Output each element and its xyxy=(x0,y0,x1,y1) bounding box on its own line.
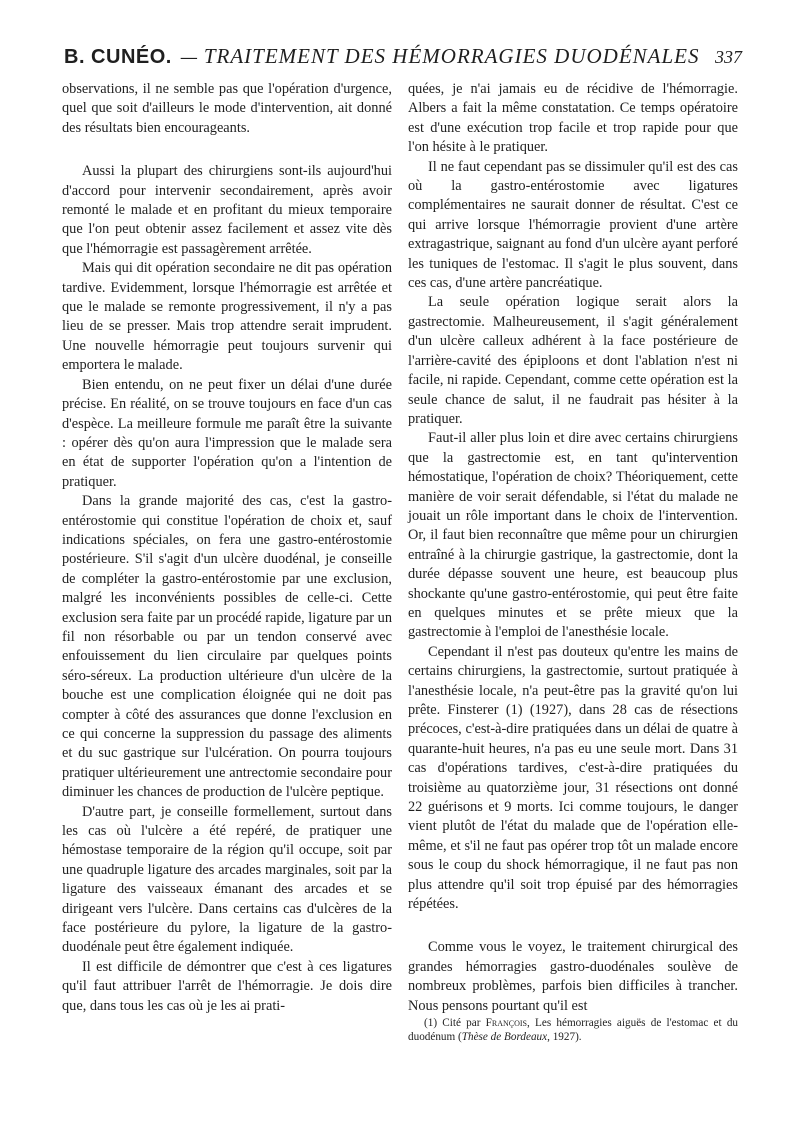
header-author: B. CUNÉO. xyxy=(64,46,172,68)
footnote-marker: (1) xyxy=(424,1017,438,1030)
paragraph: D'autre part, je conseille formellement, surtout dans les cas où l'ulcère a été repéré, de pratiquer une hémostase temporaire de la région qu'il occupe, soit par une quadruple ligature des arcades marginales, soit par la ligature des vaisseaux émanant des arcades et se dirigeant vers l'ulcère. Dans certains cas d'ulcères de la face postérieure du pylore, la ligature de la gastro-duodénale peut être également indiquée. xyxy=(62,803,392,956)
paragraph: Il est difficile de démontrer que c'est à ces ligatures qu'il faut attribuer l'arrêt de l'hémorragie. Je dois dire que, dans tous les cas où je les ai prati- xyxy=(62,958,392,1014)
paragraph: Bien entendu, on ne peut fixer un délai d'une durée précise. En réalité, on se trouve toujours en face d'un cas d'espèce. La meilleure formule me paraît être la suivante : opérer dès qu'on aura l'impression que le malade sera en état de supporter l'opération qu'on a l'intention de pratiquer. xyxy=(62,376,392,490)
paragraph: Dans la grande majorité des cas, c'est la gastro-entérostomie qui constitue l'opération de choix et, sauf indications spéciales, on fera une gastro-entérostomie postérieure. S'il s'agit d'un ulcère duodénal, je conseille de compléter la gastro-entérostomie par une exclusion, malgré les inconvénients possibles de celle-ci. Cette exclusion sera faite par un procédé rapide, ligature par un fil non résorbable ou par un tendon conservé avec enfouissement du lien circulaire par quelques points séro-séreux. La production ultérieure d'un ulcère de la bouche est une complication éloignée qui ne doit pas compter à côté des assurances que donne l'exclusion en ce qui concerne la suppression du passage des aliments et du suc gastrique sur l'ulcération. On pourra toujours pratiquer ultérieurement une antrectomie secondaire pour diminuer les chances de production de l'ulcère peptique. xyxy=(62,493,392,801)
page-number: 337 xyxy=(715,47,742,67)
paragraph: Il ne faut cependant pas se dissimuler qu'il est des cas où la gastro-entérostomie avec ligatures complémentaires ne saurait donner de résultat. C'est ce qui arrive lorsque l'hémorragie provient d'une artère extragastrique, saignant au fond d'un ulcère ayant perforé les tuniques de l'estomac. Il s'agit le plus souvent, dans ces cas, d'une artère pancréatique. xyxy=(408,158,738,292)
footnote-lead: Cité par xyxy=(442,1017,481,1030)
footnote-thesis: Thèse de Bordeaux xyxy=(461,1031,548,1044)
running-title: TRAITEMENT DES HÉMORRAGIES DUODÉNALES xyxy=(203,44,700,68)
paragraph: quées, je n'ai jamais eu de récidive de l'hémorragie. Albers a fait la même constatation. Ce temps opératoire est d'une exécution trop facile et trop rapide pour que l'on hésite à le pratiquer. xyxy=(408,81,738,156)
paragraph: Faut-il aller plus loin et dire avec certains chirurgiens que la gastrectomie est, en tant qu'intervention hémostatique, l'opération de choix? Théoriquement, cette manière de voir serait défendable, si l'état du malade ne jouait un rôle important dans le choix de l'intervention. Or, il faut bien reconnaître que même pour un chirurgien entraîné à la chirurgie gastrique, la gastrectomie, dont la durée dépasse souvent une heure, est beaucoup plus shockante qu'une gastro-entérostomie, qui peut être faite en quelques minutes et se prête mieux que la gastrectomie à l'emploi de l'anesthésie locale. xyxy=(408,430,738,641)
paragraph: Mais qui dit opération secondaire ne dit pas opération tardive. Evidemment, lorsque l'hémorragie est arrêtée et que le malade se remonte progressivement, il n'y a pas lieu de se presser. Mais trop attendre serait imprudent. Une nouvelle hémorragie peut toujours survenir qui emportera le malade. xyxy=(62,260,392,374)
running-header xyxy=(64,44,742,76)
footnote-text: , Les hémorragies aiguës de l'estomac et du duodénum ( xyxy=(408,1017,739,1044)
left-column xyxy=(62,80,392,1016)
header-separator: — xyxy=(179,47,198,68)
footnote-year: , 1927). xyxy=(547,1031,582,1044)
footnote xyxy=(408,1016,738,1044)
footnote-author: François xyxy=(485,1017,528,1030)
paragraph: Aussi la plupart des chirurgiens sont-ils aujourd'hui d'accord pour intervenir secondairement, après avoir remonté le malade et en profitant du mieux temporaire que l'on peut obtenir assez facilement et assez vite dès que l'hémorragie est passagèrement arrêtée. xyxy=(62,163,392,257)
paragraph: observations, il ne semble pas que l'opération d'urgence, quel que soit d'ailleurs le mode d'intervention, ait donné des résultats bien encourageants. xyxy=(62,81,392,136)
right-column xyxy=(408,80,738,1044)
paragraph: Cependant il n'est pas douteux qu'entre les mains de certains chirurgiens, la gastrectomie, surtout pratiquée à l'anesthésie locale, n'a peut-être pas la gravité qu'on lui prête. Finsterer (1) (1927), dans 28 cas de résections précoces, c'est-à-dire pratiquées dans un délai de quatre à quarante-huit heures, n'a pas eu une seule mort. Dans 31 cas d'opérations tardives, c'est-à-dire pratiquées du troisième au quatorzième jour, 31 résections ont donné 22 guérisons et 9 morts. Ici comme toujours, le danger vient plutôt de l'état du malade que de l'opération elle-même, et s'il ne faut pas opérer trop tôt un malade encore sous le coup du shock hémorragique, il ne faut pas non plus attendre qu'il soit trop épuisé par des hémorragies répétées. xyxy=(408,643,738,913)
paragraph: Comme vous le voyez, le traitement chirurgical des grandes hémorragies gastro-duodénales soulève de nombreux problèmes, parfois bien difficiles à trancher. Nous pensons pourtant qu'il est xyxy=(408,939,738,1014)
paragraph: La seule opération logique serait alors la gastrectomie. Malheureusement, il s'agit généralement d'un ulcère calleux adhérent à la face postérieure de l'arrière-cavité des épiploons et dont l'ablation n'est ni facile, ni rapide. Cependant, comme cette opération est la seule chance de salut, il ne faudrait pas hésiter à la pratiquer. xyxy=(408,294,738,427)
